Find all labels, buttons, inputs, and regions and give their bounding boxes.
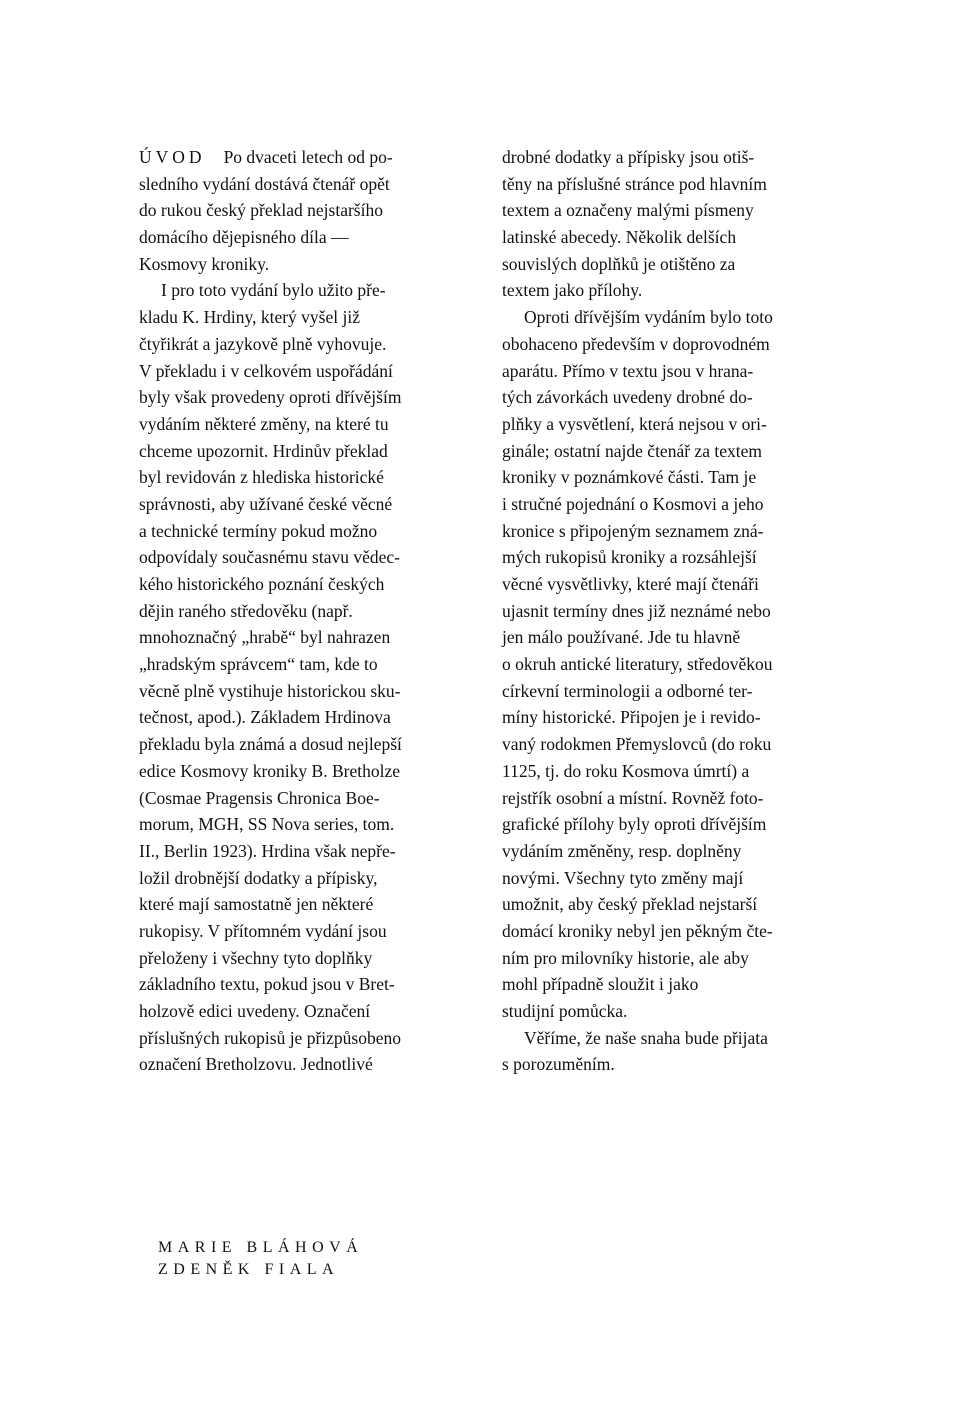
text-line: čtyřikrát a jazykově plně vyhovuje. [139, 333, 387, 354]
text-line: studijní pomůcka. [502, 1001, 628, 1021]
text-line: správnosti, aby užívané české věcné [139, 493, 393, 514]
text-line: (Cosmae Pragensis Chronica Boe- [139, 787, 380, 808]
text-line: do rukou český překlad nejstaršího [139, 200, 383, 221]
text-line: mohl případně sloužit i jako [502, 974, 699, 995]
text-line: „hradským správcem“ tam, kde to [139, 654, 378, 675]
text-line: míny historické. Připojen je i revido- [502, 707, 761, 728]
text-line: kladu K. Hrdiny, který vyšel již [139, 307, 360, 328]
text-line: věcně plně vystihuje historickou sku- [139, 680, 401, 701]
text-line: obohaceno především v doprovodném [502, 333, 770, 354]
text-line: o okruh antické literatury, středověkou [502, 654, 773, 675]
text-line: rejstřík osobní a místní. Rovněž foto- [502, 787, 764, 808]
text-line: věcné vysvětlivky, které mají čtenáři [502, 574, 759, 594]
text-line: textem a označeny malými písmeny [502, 200, 754, 221]
text-line: drobné dodatky a přípisky jsou otiš- [502, 147, 755, 167]
text-line: s porozuměním. [502, 1054, 615, 1075]
left-text-column [139, 144, 479, 1078]
text-line: edice Kosmovy kroniky B. Bretholze [139, 760, 400, 781]
text-line: těny na příslušné stránce pod hlavním [502, 173, 767, 194]
text-line: plňky a vysvětlení, která nejsou v ori- [502, 413, 767, 434]
text-line: grafické přílohy byly oproti dřívějším [502, 814, 767, 835]
text-line: byl revidován z hlediska historické [139, 467, 384, 488]
text-line: jen málo používané. Jde tu hlavně [502, 627, 741, 648]
author-name: ZDENĚK FIALA [158, 1261, 340, 1278]
text-line: základního textu, pokud jsou v Bret- [139, 974, 395, 995]
text-line: souvislých doplňků je otištěno za [502, 253, 736, 274]
text-line: chceme upozornit. Hrdinův překlad [139, 440, 388, 461]
right-text-column [502, 144, 842, 1078]
text-line: umožnit, aby český překlad nejstarší [502, 894, 758, 915]
text-line: mnohoznačný „hrabě“ byl nahrazen [139, 627, 391, 648]
text-line: Kosmovy kroniky. [139, 253, 270, 274]
text-line: církevní terminologii a odborné ter- [502, 680, 753, 701]
text-line: ginále; ostatní najde čtenář za textem [502, 440, 762, 461]
author-signature [158, 1237, 363, 1281]
text-line: I pro toto vydání bylo užito pře- [161, 280, 386, 301]
text-line: dějin raného středověku (např. [139, 600, 353, 621]
text-line: V překladu i v celkovém uspořádání [139, 360, 393, 381]
text-line: vydáním některé změny, na které tu [139, 413, 389, 434]
text-line: latinské abecedy. Několik delších [502, 227, 737, 248]
text-line: aparátu. Přímo v textu jsou v hrana- [502, 360, 754, 381]
text-line: ložil drobnější dodatky a přípisky, [139, 867, 378, 888]
text-line: Oproti dřívějším vydáním bylo toto [524, 307, 773, 328]
text-line: rukopisy. V přítomném vydání jsou [139, 920, 387, 941]
text-line: textem jako přílohy. [502, 280, 643, 301]
text-line: novými. Všechny tyto změny mají [502, 867, 744, 888]
text-line: sledního vydání dostává čtenář opět [139, 173, 390, 194]
text-line: vaný rodokmen Přemyslovců (do roku [502, 734, 772, 755]
text-line: 1125, tj. do roku Kosmova úmrtí) a [502, 760, 750, 781]
text-line: holzově edici uvedeny. Označení [139, 1001, 371, 1021]
text-line: příslušných rukopisů je přizpůsobeno [139, 1027, 401, 1048]
text-line: domácí kroniky nebyl jen pěkným čte- [502, 920, 773, 941]
text-line: II., Berlin 1923). Hrdina však nepře- [139, 840, 396, 861]
text-line: domácího dějepisného díla — [139, 227, 349, 248]
text-line: kého historického poznání českých [139, 574, 385, 594]
text-line: byly však provedeny oproti dřívějším [139, 387, 402, 408]
text-line: které mají samostatně jen některé [139, 894, 374, 915]
text-line: ÚVOD Po dvaceti letech od po- [139, 147, 393, 167]
text-line: morum, MGH, SS Nova series, tom. [139, 814, 395, 835]
text-line: kronice s připojeným seznamem zná- [502, 520, 764, 541]
text-line: a technické termíny pokud možno [139, 520, 378, 541]
text-line: odpovídaly současnému stavu vědec- [139, 547, 400, 568]
section-heading: ÚVOD [139, 147, 206, 167]
text-line: mých rukopisů kroniky a rozsáhlejší [502, 547, 757, 568]
author-name: MARIE BLÁHOVÁ [158, 1239, 364, 1256]
text-line: vydáním změněny, resp. doplněny [502, 840, 742, 861]
text-line: označení Bretholzovu. Jednotlivé [139, 1054, 373, 1075]
text-line: tých závorkách uvedeny drobné do- [502, 387, 753, 408]
text-line: tečnost, apod.). Základem Hrdinova [139, 707, 391, 728]
text-line: přeloženy i všechny tyto doplňky [139, 947, 373, 968]
text-line: i stručné pojednání o Kosmovi a jeho [502, 493, 764, 514]
text-line: ujasnit termíny dnes již neznámé nebo [502, 600, 771, 621]
text-line: Věříme, že naše snaha bude přijata [524, 1027, 768, 1048]
text-line: ním pro milovníky historie, ale aby [502, 947, 749, 968]
text-line: kroniky v poznámkové části. Tam je [502, 467, 757, 488]
text-line: překladu byla známá a dosud nejlepší [139, 734, 402, 755]
